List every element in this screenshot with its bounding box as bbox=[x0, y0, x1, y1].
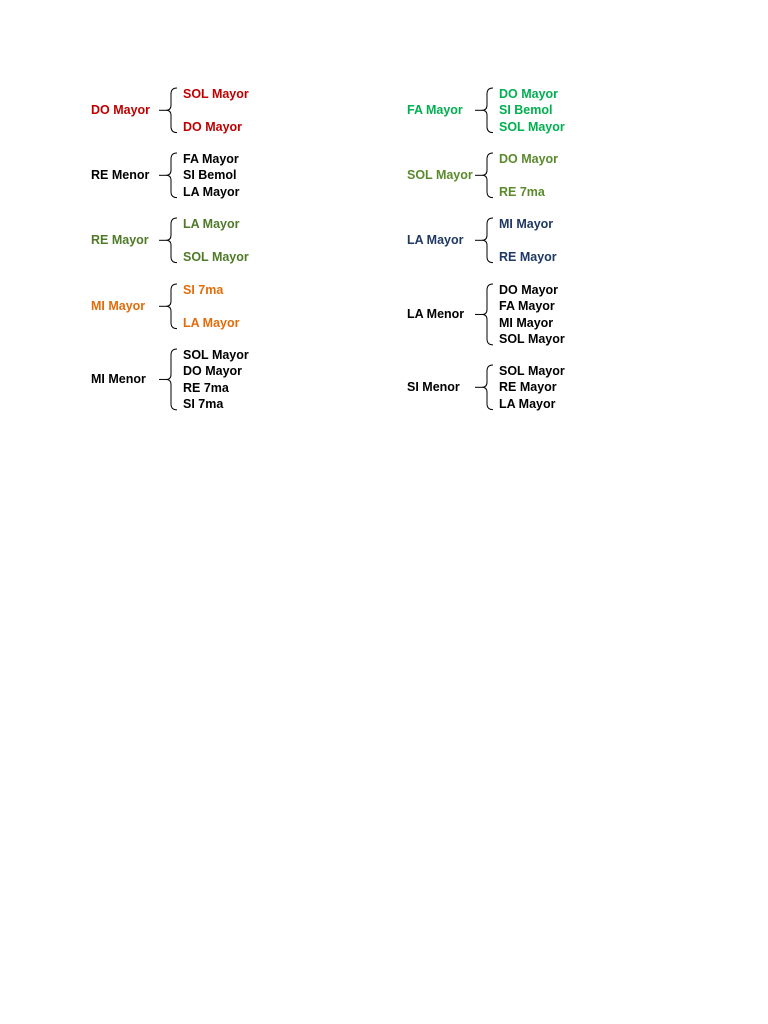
brace-path bbox=[482, 88, 493, 133]
chord-item: FA Mayor bbox=[183, 152, 239, 166]
chord-item: SOL Mayor bbox=[499, 331, 565, 346]
chord-item: RE Mayor bbox=[499, 380, 557, 395]
brace-icon bbox=[91, 86, 181, 137]
chord-item: SI 7ma bbox=[183, 396, 224, 411]
chord-item: FA Mayor bbox=[499, 299, 555, 314]
brace-icon bbox=[91, 216, 181, 267]
brace-path bbox=[166, 284, 177, 329]
chord-item: DO Mayor bbox=[499, 87, 559, 101]
brace-icon bbox=[407, 363, 497, 414]
chord-item: DO Mayor bbox=[183, 364, 243, 379]
brace-path bbox=[482, 218, 493, 263]
chord-item: RE 7ma bbox=[183, 380, 229, 395]
brace-icon bbox=[407, 282, 497, 349]
chord-item: LA Mayor bbox=[499, 396, 556, 411]
chord-root: SOL Mayor bbox=[407, 168, 473, 183]
chord-root: RE Mayor bbox=[91, 233, 149, 248]
chord-item: SOL Mayor bbox=[499, 364, 565, 378]
chord-item: SOL Mayor bbox=[183, 87, 249, 101]
chord-root: MI Menor bbox=[91, 372, 146, 387]
chord-root: FA Mayor bbox=[407, 103, 463, 118]
chord-item: SI Bemol bbox=[183, 168, 237, 183]
chord-item: SOL Mayor bbox=[499, 119, 565, 134]
chord-root: SI Menor bbox=[407, 380, 460, 395]
brace-path bbox=[166, 88, 177, 133]
chord-root: RE Menor bbox=[91, 168, 150, 183]
chord-item: DO Mayor bbox=[499, 283, 559, 297]
brace-path bbox=[166, 349, 177, 410]
chord-root: LA Mayor bbox=[407, 233, 464, 248]
chord-item: LA Mayor bbox=[183, 217, 240, 231]
chord-item: DO Mayor bbox=[499, 152, 559, 166]
chord-item: RE Mayor bbox=[499, 249, 557, 264]
brace-path bbox=[482, 284, 493, 345]
brace-path bbox=[482, 153, 493, 198]
chord-item: SI 7ma bbox=[183, 283, 224, 297]
chord-item: RE 7ma bbox=[499, 184, 545, 199]
chord-item: LA Mayor bbox=[183, 184, 240, 199]
chord-item: DO Mayor bbox=[183, 119, 243, 134]
brace-icon bbox=[407, 151, 497, 202]
chord-root: LA Menor bbox=[407, 307, 465, 322]
brace-icon bbox=[407, 216, 497, 267]
brace-path bbox=[166, 218, 177, 263]
brace-icon bbox=[91, 282, 181, 333]
chord-item: SI Bemol bbox=[499, 103, 553, 118]
chord-item: SOL Mayor bbox=[183, 249, 249, 264]
chord-item: LA Mayor bbox=[183, 315, 240, 330]
chord-item: SOL Mayor bbox=[183, 348, 249, 362]
chord-item: MI Mayor bbox=[499, 217, 554, 231]
brace-icon bbox=[91, 151, 181, 202]
brace-path bbox=[482, 365, 493, 410]
brace-icon bbox=[91, 347, 181, 414]
chord-root: MI Mayor bbox=[91, 299, 146, 314]
chord-item: MI Mayor bbox=[499, 315, 554, 330]
brace-icon bbox=[407, 86, 497, 137]
chord-root: DO Mayor bbox=[91, 103, 151, 118]
brace-path bbox=[166, 153, 177, 198]
